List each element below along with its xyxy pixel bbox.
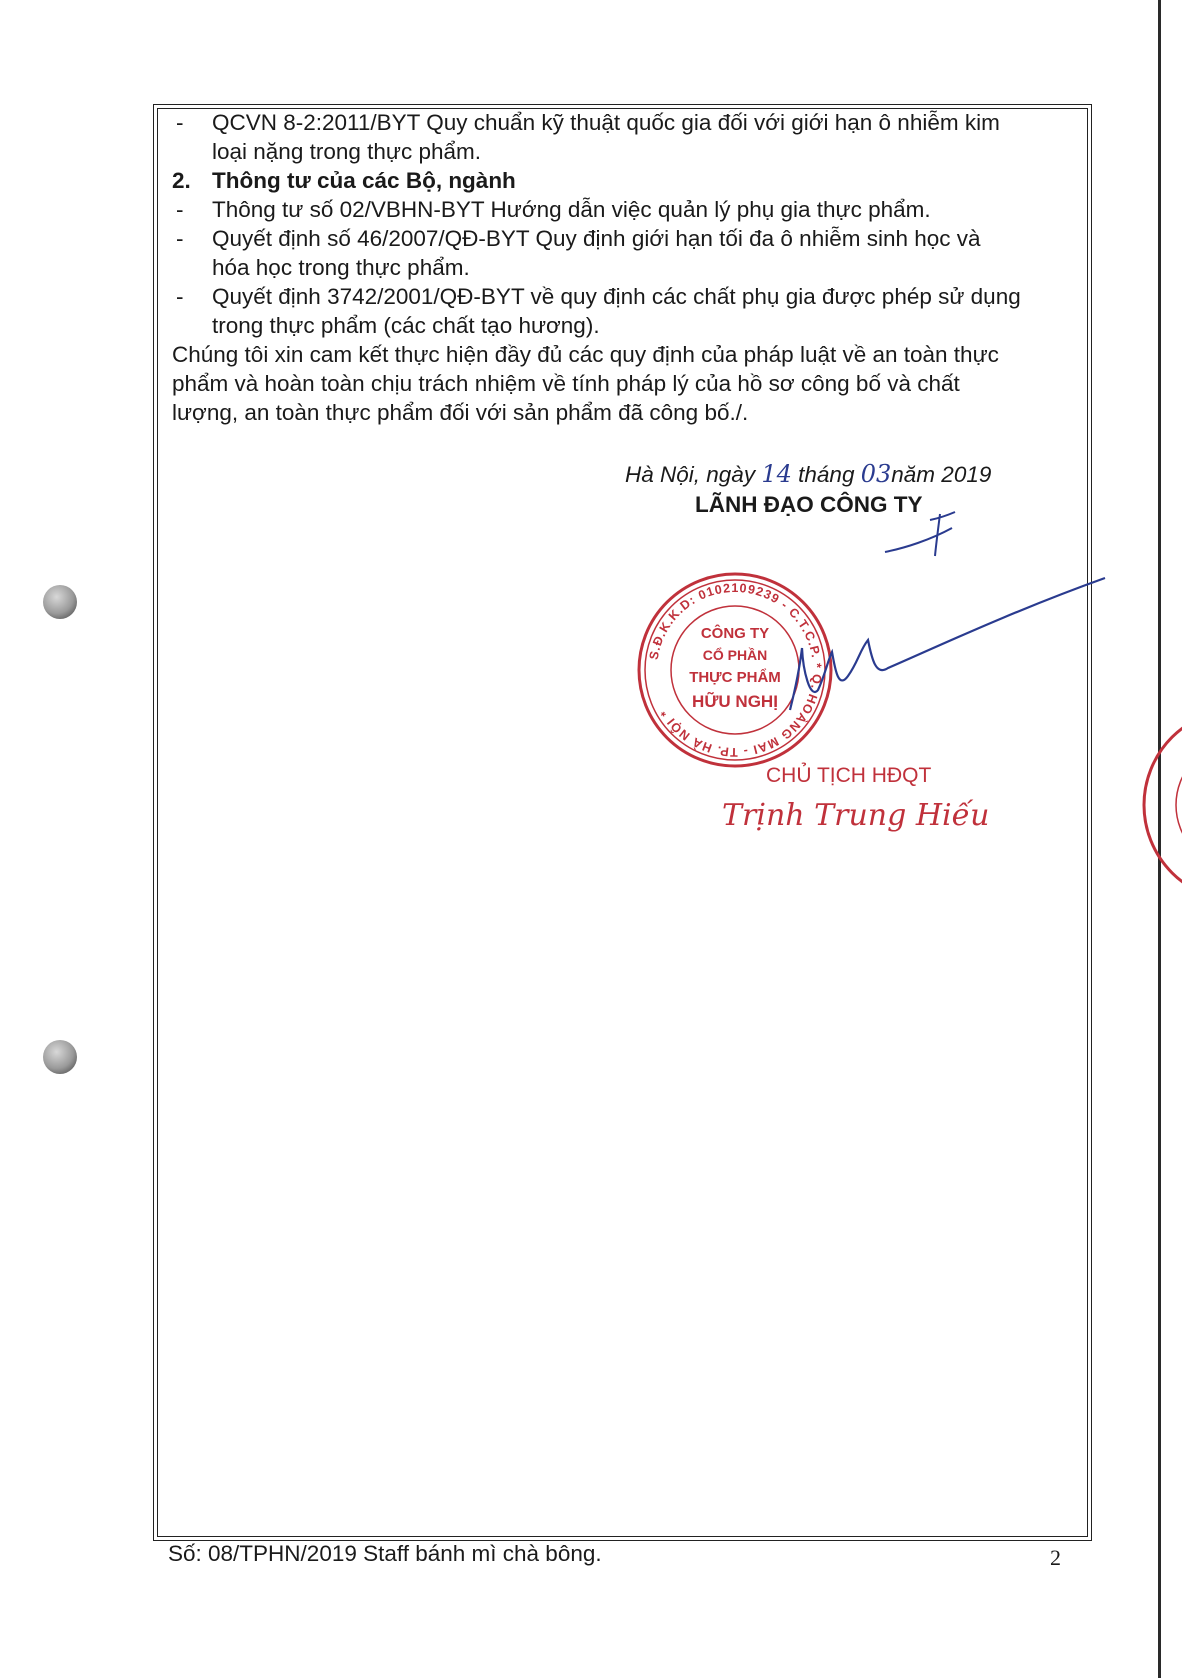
list-item-line2: loại nặng trong thực phẩm.	[212, 139, 481, 164]
list-item-line2: hóa học trong thực phẩm.	[212, 255, 470, 280]
section-number: 2.	[172, 168, 191, 193]
commitment-line2: phẩm và hoàn toàn chịu trách nhiệm về tính pháp lý của hồ sơ công bố và chất	[172, 371, 960, 396]
chair-name: Trịnh Trung Hiếu	[722, 798, 990, 833]
list-item-line1: Thông tư số 02/VBHN-BYT Hướng dẫn việc quản lý phụ gia thực phẩm.	[212, 197, 931, 222]
seal-graphic	[635, 570, 835, 770]
section-heading	[172, 166, 1082, 195]
date-day-handwritten: 14	[761, 460, 792, 488]
commitment-line1: Chúng tôi xin cam kết thực hiện đầy đủ các quy định của pháp luật về an toàn thực	[172, 342, 999, 367]
date-month-label: tháng	[798, 462, 855, 487]
date-line	[625, 460, 991, 488]
seal-ring-text: S.Đ.K.K.D: 0102109239 - C.T.C.P. * Q. HOÀNG MAI - TP. HÀ NỘI *	[646, 580, 825, 760]
punch-hole-bottom	[43, 1040, 77, 1074]
seal-line1: CÔNG TY	[700, 625, 770, 642]
commitment-line3: lượng, an toàn thực phẩm đối với sản phẩm đã công bố./.	[172, 400, 749, 425]
list-item-line1: Quyết định số 46/2007/QĐ-BYT Quy định giới hạn tối đa ô nhiễm sinh học và	[212, 226, 981, 251]
date-month-handwritten: 03	[860, 460, 892, 488]
commitment-paragraph	[172, 340, 1082, 427]
date-place: Hà Nội, ngày	[625, 462, 756, 487]
date-year: năm 2019	[891, 462, 992, 487]
section-title: Thông tư của các Bộ, ngành	[212, 168, 516, 193]
adjacent-seal-graphic	[1140, 705, 1182, 905]
chair-title: CHỦ TỊCH HĐQT	[766, 764, 932, 787]
footer-doc-ref: Số: 08/TPHN/2019 Staff bánh mì chà bông.	[168, 1541, 602, 1566]
seal-line3: THỰC PHẨM	[689, 669, 781, 686]
list-item: - Quyết định 3742/2001/QĐ-BYT về quy định các chất phụ gia được phép sử dụng trong thực phẩm (các chất tạo hương).	[176, 284, 1021, 338]
adjacent-page-seal	[1140, 705, 1182, 905]
list-item: - QCVN 8-2:2011/BYT Quy chuẩn kỹ thuật quốc gia đối với giới hạn ô nhiễm kim loại nặng trong thực phẩm.	[176, 110, 1000, 164]
page-number: 2	[1050, 1545, 1061, 1570]
list-item-line1: Quyết định 3742/2001/QĐ-BYT về quy định các chất phụ gia được phép sử dụng	[212, 284, 1021, 309]
leader-title: LÃNH ĐẠO CÔNG TY	[695, 492, 923, 517]
punch-hole-top	[43, 585, 77, 619]
seal-line2: CỔ PHẦN	[702, 647, 768, 663]
list-item: - Thông tư số 02/VBHN-BYT Hướng dẫn việc quản lý phụ gia thực phẩm.	[176, 197, 931, 222]
list-item: - Quyết định số 46/2007/QĐ-BYT Quy định giới hạn tối đa ô nhiễm sinh học và hóa học trong thực phẩm.	[176, 226, 981, 280]
list-item-line2: trong thực phẩm (các chất tạo hương).	[212, 313, 600, 338]
document-body	[172, 108, 1082, 427]
list-item-line1: QCVN 8-2:2011/BYT Quy chuẩn kỹ thuật quốc gia đối với giới hạn ô nhiễm kim	[212, 110, 1000, 135]
company-seal	[635, 570, 835, 770]
seal-line4: HỮU NGHỊ	[692, 692, 778, 711]
